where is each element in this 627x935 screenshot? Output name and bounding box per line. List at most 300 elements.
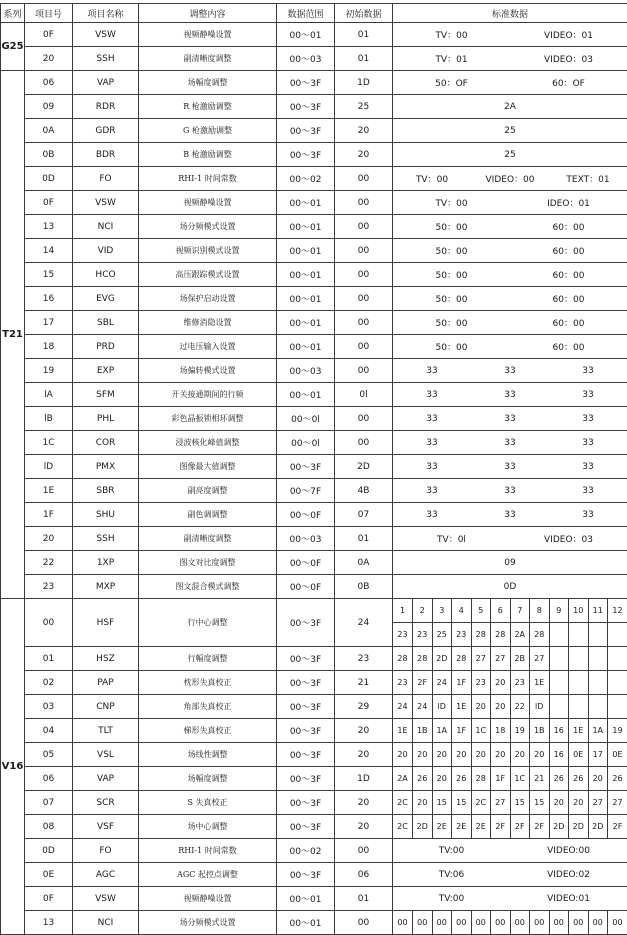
standard-value: 1B — [413, 719, 433, 742]
data-range-cell: 00～3F — [277, 695, 335, 719]
standard-value: 2C — [393, 815, 413, 838]
item-code-cell: 01 — [25, 647, 73, 671]
table-row — [1, 791, 627, 815]
standard-value: 2E — [471, 815, 491, 838]
data-range-cell: 00～01 — [277, 911, 335, 935]
item-code-cell: lB — [25, 407, 73, 431]
standard-value: 0D — [393, 582, 627, 592]
standard-value: TEXT：01 — [549, 172, 627, 185]
item-code-cell: 20 — [25, 47, 73, 71]
initial-data-cell: 00 — [335, 263, 393, 287]
standard-data-cell — [393, 791, 627, 815]
initial-data-cell: 24 — [335, 599, 393, 647]
standard-value: 25 — [393, 126, 627, 136]
standard-value: 33 — [549, 366, 627, 376]
data-range-cell: 00～3F — [277, 143, 335, 167]
standard-value — [549, 623, 569, 647]
standard-value — [549, 671, 569, 694]
standard-value: 50：00 — [393, 268, 510, 281]
parameter-table — [0, 3, 627, 935]
standard-value: 24 — [413, 695, 433, 718]
standard-value: 33 — [393, 510, 471, 520]
standard-data-cell — [393, 311, 627, 335]
adjust-content-cell: AGC 起控点调整 — [139, 863, 277, 887]
item-name-cell: RDR — [73, 95, 139, 119]
table-row — [1, 911, 627, 935]
standard-value: 00 — [549, 911, 569, 934]
table-row — [1, 311, 627, 335]
standard-value: 2A — [393, 767, 413, 790]
initial-data-cell: 0A — [335, 551, 393, 575]
standard-value: 25 — [393, 150, 627, 160]
data-range-cell: 00～3F — [277, 743, 335, 767]
standard-value: 33 — [393, 486, 471, 496]
standard-value: 3 — [432, 599, 452, 623]
item-name-cell: FO — [73, 167, 139, 191]
item-name-cell: HSF — [73, 599, 139, 647]
standard-value: 26 — [452, 767, 472, 790]
item-code-cell: 13 — [25, 911, 73, 935]
data-range-cell: 00～3F — [277, 815, 335, 839]
table-row — [1, 359, 627, 383]
data-range-cell: 00～02 — [277, 839, 335, 863]
standard-value: 1F — [452, 671, 472, 694]
standard-value: 50：00 — [393, 340, 510, 353]
table-row — [1, 47, 627, 71]
data-range-cell: 00～01 — [277, 887, 335, 911]
standard-data-cell — [393, 143, 627, 167]
standard-value: 60：00 — [510, 268, 627, 281]
standard-value: 7 — [510, 599, 530, 623]
standard-value: 21 — [530, 767, 550, 790]
standard-value: 2D — [413, 815, 433, 838]
standard-value: 20 — [530, 743, 550, 766]
item-code-cell: 0F — [25, 887, 73, 911]
standard-value: 0E — [608, 743, 627, 766]
data-range-cell: 00～01 — [277, 215, 335, 239]
standard-value: 2F — [608, 815, 627, 838]
standard-value: 00 — [588, 911, 608, 934]
item-name-cell: EVG — [73, 287, 139, 311]
standard-data-cell — [393, 647, 627, 671]
standard-value: 1B — [530, 719, 550, 742]
standard-value: 00 — [413, 911, 433, 934]
initial-data-cell: 20 — [335, 791, 393, 815]
standard-value: 26 — [608, 767, 627, 790]
standard-data-cell — [393, 695, 627, 719]
item-name-cell: SBR — [73, 479, 139, 503]
initial-data-cell: 01 — [335, 47, 393, 71]
standard-value — [549, 647, 569, 670]
item-name-cell: 1XP — [73, 551, 139, 575]
table-row — [1, 479, 627, 503]
standard-value: 50：00 — [393, 316, 510, 329]
initial-data-cell: 06 — [335, 863, 393, 887]
item-name-cell: AGC — [73, 863, 139, 887]
initial-data-cell: 4B — [335, 479, 393, 503]
item-code-cell: 22 — [25, 551, 73, 575]
standard-value: 1E — [393, 719, 413, 742]
standard-value: 1F — [491, 767, 511, 790]
standard-value: 2C — [471, 791, 491, 814]
standard-value: TV：00 — [393, 172, 471, 185]
standard-value: 20 — [393, 743, 413, 766]
standard-value: 28 — [471, 623, 491, 647]
standard-value: TV:00 — [393, 846, 510, 856]
standard-value: TV：01 — [393, 52, 510, 65]
item-name-cell: HSZ — [73, 647, 139, 671]
initial-data-cell: 1D — [335, 767, 393, 791]
data-range-cell: 00～3F — [277, 647, 335, 671]
standard-value: 00 — [471, 911, 491, 934]
standard-value: 9 — [549, 599, 569, 623]
standard-value: TV：00 — [393, 28, 510, 41]
header-adjust-content: 调整内容 — [139, 4, 277, 23]
table-row — [1, 263, 627, 287]
initial-data-cell: 2D — [335, 455, 393, 479]
standard-value: 28 — [413, 647, 433, 670]
table-row — [1, 719, 627, 743]
adjust-content-cell: 图像最大值调整 — [139, 455, 277, 479]
standard-data-cell — [393, 383, 627, 407]
standard-value: 1C — [510, 767, 530, 790]
table-row — [1, 839, 627, 863]
standard-value: 2C — [393, 791, 413, 814]
standard-data-cell — [393, 575, 627, 599]
standard-value: 33 — [549, 414, 627, 424]
standard-value: 26 — [413, 767, 433, 790]
standard-value: 28 — [471, 767, 491, 790]
data-range-cell: 00～01 — [277, 263, 335, 287]
standard-value: 1A — [432, 719, 452, 742]
item-code-cell: 0D — [25, 839, 73, 863]
standard-value: 33 — [471, 486, 549, 496]
standard-value: 00 — [432, 911, 452, 934]
adjust-content-cell: 视频识别模式设置 — [139, 239, 277, 263]
standard-value: 2D — [432, 647, 452, 670]
table-row — [1, 287, 627, 311]
item-name-cell: SCR — [73, 791, 139, 815]
standard-value: 00 — [608, 911, 627, 934]
standard-value: 24 — [432, 671, 452, 694]
adjust-content-cell: 行幅度调整 — [139, 647, 277, 671]
adjust-content-cell: 场线性调整 — [139, 743, 277, 767]
adjust-content-cell: 场中心调整 — [139, 815, 277, 839]
standard-value: 20 — [452, 743, 472, 766]
item-code-cell: 08 — [25, 815, 73, 839]
standard-data-cell — [393, 71, 627, 95]
initial-data-cell: 00 — [335, 191, 393, 215]
standard-value: 16 — [549, 743, 569, 766]
standard-value: TV:06 — [393, 870, 510, 880]
standard-value: 20 — [569, 791, 589, 814]
initial-data-cell: 20 — [335, 119, 393, 143]
item-name-cell: VSF — [73, 815, 139, 839]
standard-value — [608, 623, 627, 647]
data-range-cell: 00～3F — [277, 719, 335, 743]
item-code-cell: 02 — [25, 671, 73, 695]
standard-value: 00 — [530, 911, 550, 934]
adjust-content-cell: 高压跟踪模式设置 — [139, 263, 277, 287]
standard-value: 25 — [432, 623, 452, 647]
standard-value: 50：OF — [393, 76, 510, 89]
item-name-cell: SBL — [73, 311, 139, 335]
standard-value: 27 — [530, 647, 550, 670]
standard-data-cell — [393, 119, 627, 143]
adjust-content-cell: 图文对比度调整 — [139, 551, 277, 575]
standard-value: 15 — [530, 791, 550, 814]
standard-value: 15 — [510, 791, 530, 814]
standard-data-cell — [393, 503, 627, 527]
standard-value: 33 — [471, 510, 549, 520]
initial-data-cell: 20 — [335, 143, 393, 167]
standard-value: 2E — [432, 815, 452, 838]
item-name-cell: VSW — [73, 23, 139, 47]
data-range-cell: 00～01 — [277, 23, 335, 47]
initial-data-cell: 07 — [335, 503, 393, 527]
item-code-cell: lD — [25, 455, 73, 479]
table-row — [1, 575, 627, 599]
item-name-cell: HCO — [73, 263, 139, 287]
standard-value: 4 — [452, 599, 472, 623]
standard-value: 33 — [549, 510, 627, 520]
initial-data-cell: 0B — [335, 575, 393, 599]
standard-value: 33 — [471, 390, 549, 400]
item-name-cell: PRD — [73, 335, 139, 359]
standard-value: 23 — [471, 671, 491, 694]
item-name-cell: VID — [73, 239, 139, 263]
header-row — [1, 4, 627, 23]
table-row — [1, 599, 627, 647]
data-range-cell: 00～3F — [277, 791, 335, 815]
standard-value: VIDEO:00 — [510, 846, 627, 856]
item-name-cell: FO — [73, 839, 139, 863]
item-code-cell: 13 — [25, 215, 73, 239]
adjust-content-cell: 枕形失真校正 — [139, 671, 277, 695]
standard-value: 19 — [608, 719, 627, 742]
standard-value — [588, 671, 608, 694]
table-row — [1, 431, 627, 455]
standard-value: lD — [432, 695, 452, 718]
standard-value: 5 — [471, 599, 491, 623]
standard-data-cell — [393, 863, 627, 887]
standard-data-cell — [393, 671, 627, 695]
data-range-cell: 00～0F — [277, 551, 335, 575]
standard-value — [608, 695, 627, 718]
adjust-content-cell: 彩色晶振锁相环调整 — [139, 407, 277, 431]
standard-value: 8 — [530, 599, 550, 623]
adjust-content-cell: 维修消隐设置 — [139, 311, 277, 335]
adjust-content-cell: 角部失真校正 — [139, 695, 277, 719]
data-range-cell: 00～0F — [277, 575, 335, 599]
standard-value: 00 — [452, 911, 472, 934]
standard-value: 17 — [588, 743, 608, 766]
standard-value: VIDEO：01 — [510, 28, 627, 41]
standard-value: TV:00 — [393, 894, 510, 904]
initial-data-cell: 00 — [335, 239, 393, 263]
item-name-cell: VSW — [73, 887, 139, 911]
initial-data-cell: 20 — [335, 743, 393, 767]
table-row — [1, 143, 627, 167]
standard-data-cell — [393, 839, 627, 863]
standard-value: 16 — [549, 719, 569, 742]
standard-data-cell — [393, 335, 627, 359]
item-name-cell: TLT — [73, 719, 139, 743]
standard-value: 33 — [393, 438, 471, 448]
standard-value — [549, 695, 569, 718]
data-range-cell: 00～02 — [277, 167, 335, 191]
table-row — [1, 527, 627, 551]
standard-value — [569, 647, 589, 670]
adjust-content-cell: 场偏转模式设置 — [139, 359, 277, 383]
standard-value: VIDEO：00 — [471, 172, 549, 185]
data-range-cell: 00～7F — [277, 479, 335, 503]
initial-data-cell: 20 — [335, 719, 393, 743]
data-range-cell: 00～01 — [277, 311, 335, 335]
item-code-cell: 00 — [25, 599, 73, 647]
initial-data-cell: 1D — [335, 71, 393, 95]
adjust-content-cell: 场保护启动设置 — [139, 287, 277, 311]
adjust-content-cell: 副色调调整 — [139, 503, 277, 527]
standard-value: 27 — [491, 647, 511, 670]
adjust-content-cell: 副清晰度调整 — [139, 47, 277, 71]
standard-value: 12 — [608, 599, 627, 623]
standard-value: 33 — [393, 366, 471, 376]
series-cell: V16 — [1, 599, 25, 935]
initial-data-cell: 0l — [335, 383, 393, 407]
item-code-cell: 03 — [25, 695, 73, 719]
standard-value: 20 — [491, 743, 511, 766]
initial-data-cell: 01 — [335, 23, 393, 47]
standard-value: 33 — [549, 462, 627, 472]
standard-data-cell — [393, 767, 627, 791]
data-range-cell: 00～3F — [277, 671, 335, 695]
standard-value: 60：00 — [510, 316, 627, 329]
data-range-cell: 00～3F — [277, 863, 335, 887]
table-row — [1, 767, 627, 791]
standard-value: VIDEO：03 — [510, 532, 627, 545]
standard-value: 27 — [588, 791, 608, 814]
standard-value: 33 — [549, 438, 627, 448]
item-name-cell: VAP — [73, 71, 139, 95]
table-row — [1, 239, 627, 263]
adjust-content-cell: B 枪激励调整 — [139, 143, 277, 167]
standard-data-cell — [393, 887, 627, 911]
standard-data-cell — [393, 239, 627, 263]
standard-value: TV：00 — [393, 196, 510, 209]
standard-value: 27 — [471, 647, 491, 670]
table-row — [1, 383, 627, 407]
item-code-cell: 05 — [25, 743, 73, 767]
standard-value: 50：00 — [393, 292, 510, 305]
item-code-cell: 06 — [25, 71, 73, 95]
standard-value: 60：OF — [510, 76, 627, 89]
item-code-cell: 1F — [25, 503, 73, 527]
initial-data-cell: 21 — [335, 671, 393, 695]
standard-value: 2D — [569, 815, 589, 838]
standard-data-cell — [393, 47, 627, 71]
initial-data-cell: 23 — [335, 647, 393, 671]
item-name-cell: NCI — [73, 911, 139, 935]
data-range-cell: 00～01 — [277, 239, 335, 263]
item-name-cell: NCI — [73, 215, 139, 239]
standard-value: VIDEO:02 — [510, 870, 627, 880]
standard-value: VIDEO：03 — [510, 52, 627, 65]
item-name-cell: GDR — [73, 119, 139, 143]
standard-value: 6 — [491, 599, 511, 623]
header-data-range: 数据范围 — [277, 4, 335, 23]
standard-data-cell — [393, 359, 627, 383]
data-range-cell: 00～03 — [277, 47, 335, 71]
standard-data-cell — [393, 527, 627, 551]
standard-value: 60：00 — [510, 340, 627, 353]
item-code-cell: 18 — [25, 335, 73, 359]
standard-value: 28 — [393, 647, 413, 670]
standard-value: 20 — [471, 695, 491, 718]
standard-value: 15 — [452, 791, 472, 814]
series-cell: T21 — [1, 71, 25, 599]
item-name-cell: BDR — [73, 143, 139, 167]
initial-data-cell: 00 — [335, 407, 393, 431]
item-code-cell: 0F — [25, 191, 73, 215]
item-code-cell: 1E — [25, 479, 73, 503]
adjust-content-cell: 场幅度调整 — [139, 767, 277, 791]
item-name-cell: EXP — [73, 359, 139, 383]
table-row — [1, 23, 627, 47]
standard-value: 0E — [569, 743, 589, 766]
standard-value: 26 — [549, 767, 569, 790]
initial-data-cell: 00 — [335, 839, 393, 863]
item-code-cell: 20 — [25, 527, 73, 551]
standard-value: 28 — [491, 623, 511, 647]
standard-value: 2E — [452, 815, 472, 838]
series-cell: G25 — [1, 23, 25, 71]
data-range-cell: 00～01 — [277, 191, 335, 215]
data-range-cell: 00～3F — [277, 599, 335, 647]
data-range-cell: 00～01 — [277, 335, 335, 359]
standard-data-cell — [393, 431, 627, 455]
adjust-content-cell: 行中心调整 — [139, 599, 277, 647]
item-code-cell: 14 — [25, 239, 73, 263]
standard-value: 00 — [510, 911, 530, 934]
standard-data-cell — [393, 599, 627, 647]
data-range-cell: 00～03 — [277, 359, 335, 383]
item-code-cell: 07 — [25, 791, 73, 815]
standard-value: 33 — [471, 414, 549, 424]
adjust-content-cell: 场分频模式设置 — [139, 911, 277, 935]
table-row — [1, 695, 627, 719]
standard-data-cell — [393, 215, 627, 239]
initial-data-cell: 25 — [335, 95, 393, 119]
table-row — [1, 743, 627, 767]
adjust-content-cell: 浸波核化峰值调整 — [139, 431, 277, 455]
adjust-content-cell: R 枪激励调整 — [139, 95, 277, 119]
standard-value: 10 — [569, 599, 589, 623]
adjust-content-cell: 过电压输入设置 — [139, 335, 277, 359]
header-standard-data: 标准数据 — [393, 4, 627, 23]
standard-value: 20 — [549, 791, 569, 814]
adjust-content-cell: 视频静噪设置 — [139, 23, 277, 47]
standard-value: 33 — [549, 486, 627, 496]
adjust-content-cell: S 失真校正 — [139, 791, 277, 815]
standard-data-cell — [393, 455, 627, 479]
standard-value: 18 — [491, 719, 511, 742]
adjust-content-cell: RHI-1 时间常数 — [139, 839, 277, 863]
adjust-content-cell: 副清晰度调整 — [139, 527, 277, 551]
standard-value: 26 — [569, 767, 589, 790]
standard-value: 1F — [452, 719, 472, 742]
table-row — [1, 95, 627, 119]
